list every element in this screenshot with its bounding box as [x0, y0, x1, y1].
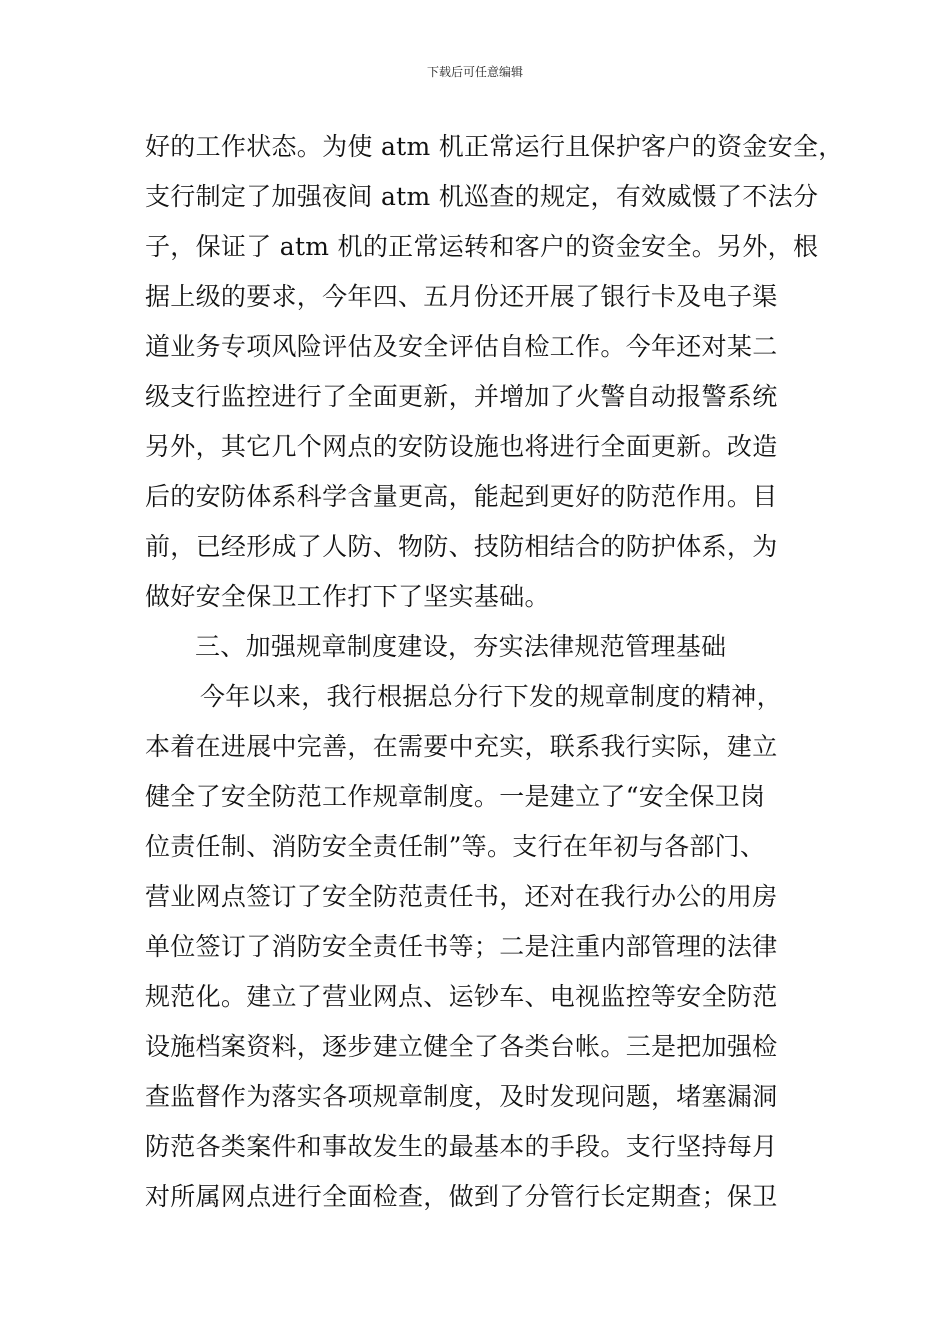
text-line: 营业网点签订了安全防范责任书，还对在我行办公的用房	[145, 882, 778, 911]
text-line: 位责任制、消防安全责任制”等。支行在年初与各部门、	[145, 832, 766, 861]
text-line: 做好安全保卫工作打下了坚实基础。	[145, 582, 550, 611]
text-line: 防范各类案件和事故发生的最基本的手段。支行坚持每月	[145, 1132, 778, 1161]
text-line: 道业务专项风险评估及安全评估自检工作。今年还对某二	[145, 332, 778, 361]
text-line: 另外，其它几个网点的安防设施也将进行全面更新。改造	[145, 432, 778, 461]
text-line: 本着在进展中完善，在需要中充实，联系我行实际，建立	[145, 732, 778, 761]
page-header: 下载后可任意编辑	[426, 65, 523, 79]
text-line: 级支行监控进行了全面更新，并增加了火警自动报警系统	[145, 382, 778, 411]
text-line: 设施档案资料，逐步建立健全了各类台帐。三是把加强检	[145, 1032, 778, 1061]
text-line: 查监督作为落实各项规章制度，及时发现问题，堵塞漏洞	[145, 1082, 778, 1111]
text-line: 子，保证了 atm 机的正常运转和客户的资金安全。另外，根	[145, 232, 819, 261]
document-body	[145, 122, 844, 1222]
text-line: 今年以来，我行根据总分行下发的规章制度的精神，	[200, 682, 782, 711]
text-line: 据上级的要求，今年四、五月份还开展了银行卡及电子渠	[145, 282, 778, 311]
section-heading: 三、加强规章制度建设，夯实法律规范管理基础	[195, 632, 727, 661]
text-line: 规范化。建立了营业网点、运钞车、电视监控等安全防范	[145, 982, 778, 1011]
text-line: 对所属网点进行全面检查，做到了分管行长定期查；保卫	[145, 1182, 778, 1211]
text-line: 健全了安全防范工作规章制度。一是建立了“安全保卫岗	[145, 782, 766, 811]
text-line: 支行制定了加强夜间 atm 机巡查的规定，有效威慑了不法分	[145, 182, 819, 211]
text-line: 后的安防体系科学含量更高，能起到更好的防范作用。目	[145, 482, 778, 511]
text-line: 好的工作状态。为使 atm 机正常运行且保护客户的资金安全，	[145, 132, 844, 161]
text-line: 单位签订了消防安全责任书等；二是注重内部管理的法律	[145, 932, 778, 961]
text-line: 前，已经形成了人防、物防、技防相结合的防护体系，为	[145, 532, 778, 561]
